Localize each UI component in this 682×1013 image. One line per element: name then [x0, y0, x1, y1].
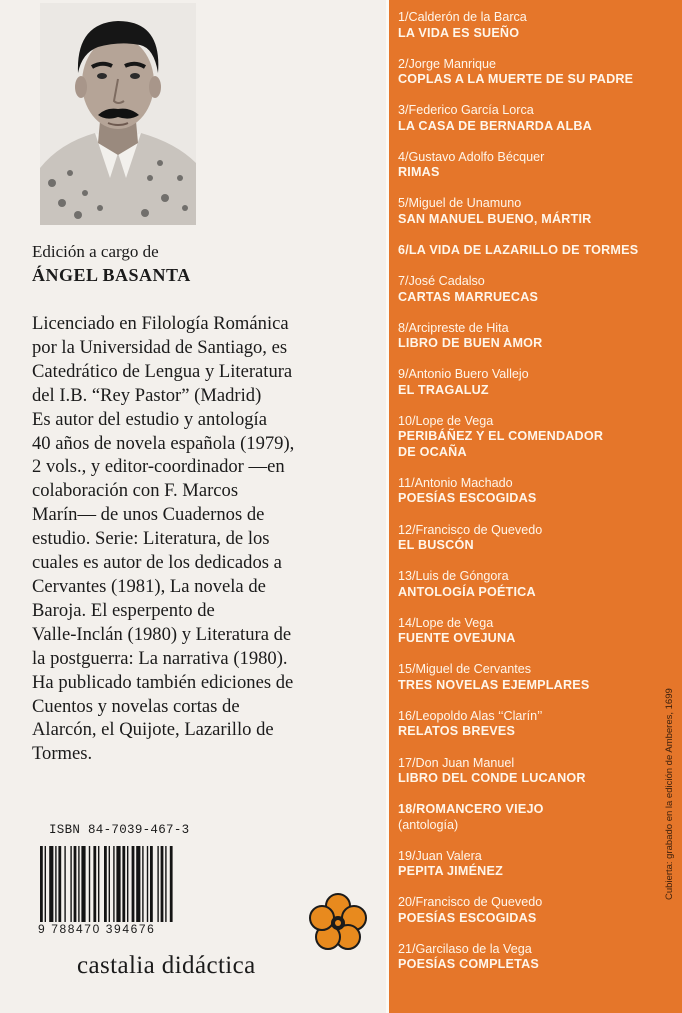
series-title-list: [398, 10, 678, 988]
series-author: 8/Arcipreste de Hita: [398, 320, 509, 335]
publisher-flower-logo: [307, 892, 369, 954]
series-title: PEPITA JIMÉNEZ: [398, 864, 503, 879]
series-author: 16/Leopoldo Alas ‘‘Clarín’’: [398, 708, 543, 723]
barcode-bar: [70, 846, 71, 926]
series-author: 1/Calderón de la Barca: [398, 10, 527, 24]
barcode-bar: [157, 846, 158, 926]
editor-label: Edición a cargo de: [32, 242, 159, 261]
bio-line: Baroja. El esperpento de: [32, 599, 215, 621]
series-author: 7/José Cadalso: [398, 274, 485, 289]
series-author: 10/Lope de Vega: [398, 413, 494, 428]
series-title: FUENTE OVEJUNA: [398, 631, 516, 646]
editor-name: ÁNGEL BASANTA: [32, 265, 191, 285]
series-entry: [398, 662, 678, 693]
series-title: SAN MANUEL BUENO, MÁRTIR: [398, 211, 592, 226]
series-author: 15/Miguel de Cervantes: [398, 662, 532, 677]
series-title: LA VIDA ES SUEÑO: [398, 25, 520, 40]
series-author: 20/Francisco de Quevedo: [398, 895, 543, 910]
series-author: 2/Jorge Manrique: [398, 56, 497, 71]
series-title: POESÍAS ESCOGIDAS: [398, 491, 537, 506]
barcode-bar: [64, 846, 65, 926]
editor-biography: [32, 312, 384, 766]
barcode-bar: [147, 846, 148, 926]
barcode-bar: [49, 846, 53, 926]
barcode-bar: [89, 846, 90, 926]
bio-line: estudio. Serie: Literatura, de los: [32, 528, 270, 550]
barcode-bar: [55, 846, 56, 926]
barcode-bar: [136, 846, 140, 926]
bio-line: del I.B. “Rey Pastor” (Madrid): [32, 384, 262, 406]
series-author: 4/Gustavo Adolfo Bécquer: [398, 149, 545, 164]
series-title: RIMAS: [398, 165, 440, 180]
series-title: 18/ROMANCERO VIEJO: [398, 802, 544, 817]
barcode-bar: [142, 846, 143, 926]
panel-divider: [386, 0, 389, 1013]
bio-line: 2 vols., y editor-coordinador —en: [32, 456, 285, 478]
series-title: LA CASA DE BERNARDA ALBA: [398, 118, 592, 133]
series-title: POESÍAS ESCOGIDAS: [398, 910, 537, 925]
barcode-bar: [93, 846, 96, 926]
isbn-number: ISBN 84-7039-467-3: [49, 823, 190, 837]
series-title: RELATOS BREVES: [398, 724, 516, 739]
series-entry: [398, 616, 678, 647]
barcode-bar: [116, 846, 120, 926]
series-entry: [398, 243, 678, 259]
bio-line: cuales es autor de los dedicados a: [32, 552, 282, 574]
series-entry: [398, 367, 678, 398]
bio-line: Ha publicado también ediciones de: [32, 671, 294, 693]
barcode-bar: [109, 846, 110, 926]
series-subtitle: (antología): [398, 817, 459, 832]
barcode-digits: 9 788470 394676: [36, 922, 228, 936]
series-entry: [398, 709, 678, 740]
series-title-continued: DE OCAÑA: [398, 444, 467, 459]
series-entry: [398, 274, 678, 305]
bio-line: Tormes.: [32, 743, 93, 765]
series-title: 6/LA VIDA DE LAZARILLO DE TORMES: [398, 242, 639, 257]
series-title: LIBRO DEL CONDE LUCANOR: [398, 771, 586, 785]
bio-line: Cervantes (1981), La novela de: [32, 575, 266, 597]
series-entry: [398, 414, 678, 461]
series-entry: [398, 476, 678, 507]
series-author: 12/Francisco de Quevedo: [398, 522, 543, 537]
series-title: LIBRO DE BUEN AMOR: [398, 336, 543, 351]
barcode-bar: [170, 846, 173, 926]
series-title: POESÍAS COMPLETAS: [398, 957, 540, 972]
barcode-bar: [104, 846, 107, 926]
bio-line: Valle-Inclán (1980) y Literatura de: [32, 623, 292, 645]
series-entry: [398, 895, 678, 926]
series-author: 3/Federico García Lorca: [398, 103, 534, 118]
cover-credit: [646, 652, 675, 902]
barcode-bar: [127, 846, 128, 926]
barcode-bar: [98, 846, 99, 926]
bio-line: 40 años de novela española (1979),: [32, 432, 295, 454]
barcode-bar: [161, 846, 164, 926]
series-author: 19/Juan Valera: [398, 848, 482, 863]
barcode-bar: [78, 846, 79, 926]
series-entry: [398, 942, 678, 973]
barcode-bar: [81, 846, 85, 926]
bio-line: la postguerra: La narrativa (1980).: [32, 647, 288, 669]
series-title: COPLAS A LA MUERTE DE SU PADRE: [398, 72, 634, 87]
bio-line: Es autor del estudio y antología: [32, 408, 267, 430]
series-author: 14/Lope de Vega: [398, 615, 494, 630]
series-entry: [398, 10, 678, 41]
bio-line: Licenciado en Filología Románica: [32, 313, 289, 334]
series-title: EL BUSCÓN: [398, 538, 474, 553]
series-title: CARTAS MARRUECAS: [398, 289, 539, 304]
series-author: 5/Miguel de Unamuno: [398, 196, 522, 211]
barcode-bar: [45, 846, 46, 926]
series-entry: [398, 569, 678, 600]
series-entry: [398, 321, 678, 352]
series-author: 9/Antonio Buero Vallejo: [398, 367, 529, 382]
portrait-image: [40, 3, 196, 225]
bio-line: Catedrático de Lengua y Literatura: [32, 360, 293, 382]
barcode-bar: [40, 846, 43, 926]
series-author: 17/Don Juan Manuel: [398, 755, 515, 770]
series-entry: [398, 57, 678, 88]
series-author: 11/Antonio Machado: [398, 475, 513, 490]
bio-line: Marín— de unos Cuadernos de: [32, 504, 265, 526]
cover-credit-text: Cubierta: grabado en la edición de Amberes, 1699: [664, 688, 675, 900]
series-entry: [398, 103, 678, 134]
series-entry: [398, 196, 678, 227]
bio-line: por la Universidad de Santiago, es: [32, 336, 288, 358]
series-entry: [398, 150, 678, 181]
author-photo: [40, 3, 196, 225]
barcode-bar: [113, 846, 114, 926]
series-author: 13/Luis de Góngora: [398, 569, 509, 584]
series-entry: [398, 802, 678, 833]
barcode-bar: [165, 846, 166, 926]
series-author: 21/Garcilaso de la Vega: [398, 941, 532, 956]
series-title: PERIBÁÑEZ Y EL COMENDADOR: [398, 429, 604, 444]
bio-line: Alarcón, el Quijote, Lazarillo de: [32, 719, 274, 741]
series-title: EL TRAGALUZ: [398, 382, 489, 397]
series-title: ANTOLOGÍA POÉTICA: [398, 584, 536, 599]
barcode-bar: [150, 846, 153, 926]
series-title: TRES NOVELAS EJEMPLARES: [398, 677, 590, 692]
barcode-bar: [132, 846, 135, 926]
bio-line: Cuentos y novelas cortas de: [32, 695, 240, 717]
barcode-bar: [74, 846, 77, 926]
bio-line: colaboración con F. Marcos: [32, 480, 239, 502]
series-entry: [398, 849, 678, 880]
series-entry: [398, 756, 678, 787]
series-entry: [398, 523, 678, 554]
barcode-bar: [122, 846, 125, 926]
publisher-brand: castalia didáctica: [77, 952, 256, 979]
barcode-bar: [58, 846, 61, 926]
